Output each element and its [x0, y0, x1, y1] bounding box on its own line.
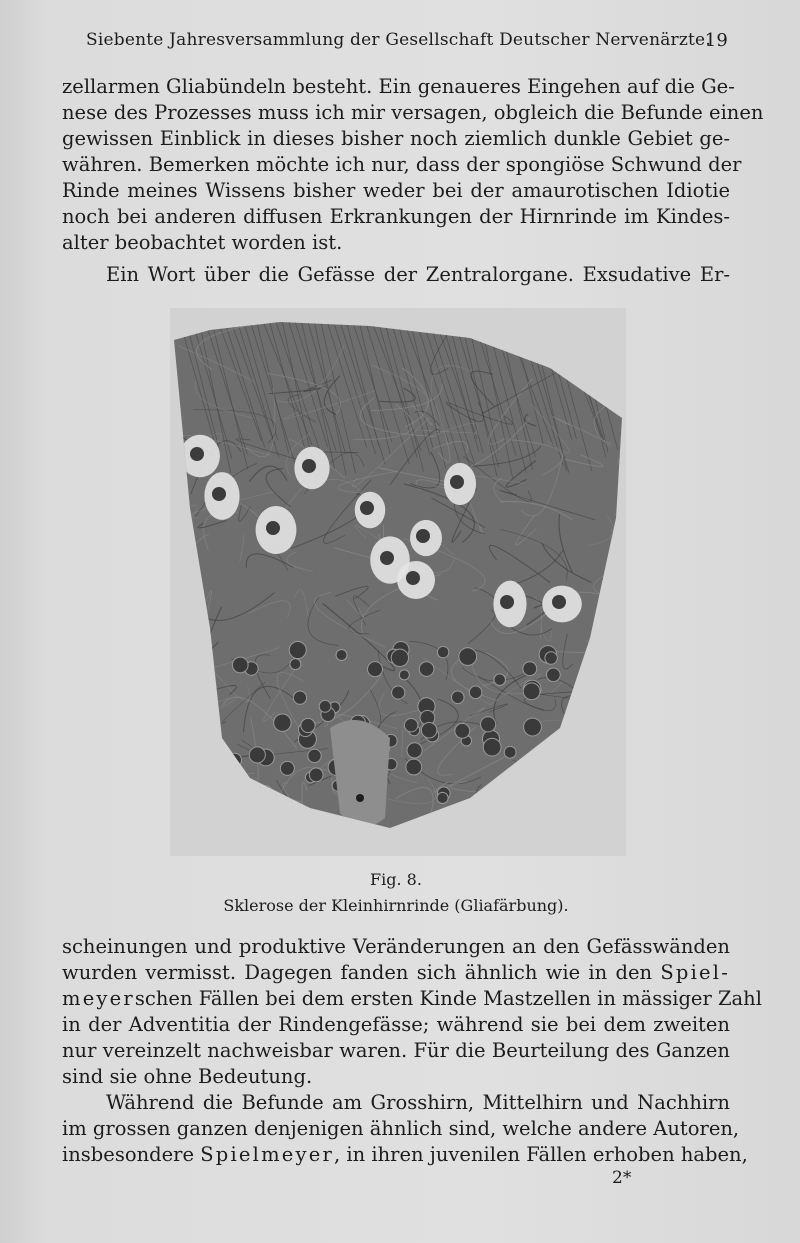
text-line: insbesondere Spielmeyer, in ihren juvenilen Fällen erhoben haben, [62, 1143, 748, 1166]
author-name-spaced: Spielmeyer [200, 1143, 334, 1166]
paragraph-1 [62, 74, 764, 256]
text-line: Rinde meines Wissens bisher weder bei der amaurotischen Idiotie [62, 179, 730, 202]
text-line: scheinungen und produktive Veränderungen an den Gefässwänden [62, 935, 730, 958]
text-line: gewissen Einblick in dieses bisher noch ziemlich dunkle Gebiet ge- [62, 127, 730, 150]
text-line: im grossen ganzen denjenigen ähnlich sind, welche andere Autoren, [62, 1117, 740, 1140]
running-title: Siebente Jahresversammlung der Gesellschaft Deutscher Nervenärzte. [86, 30, 711, 50]
author-name-spaced: Spiel- [660, 961, 730, 984]
text-line: noch bei anderen diffusen Erkrankungen der Hirnrinde im Kindes- [62, 205, 730, 228]
text-line: nese des Prozesses muss ich mir versagen, obgleich die Befunde einen [62, 101, 764, 124]
text-line: zellarmen Gliabündeln besteht. Ein genaueres Eingehen auf die Ge- [62, 75, 735, 98]
text-line: Ein Wort über die Gefässe der Zentralorgane. Exsudative Er- [106, 263, 730, 286]
paragraph-2 [62, 262, 730, 288]
text-line: meyerschen Fällen bei dem ersten Kinde Mastzellen in mässiger Zahl [62, 987, 762, 1010]
text-line: währen. Bemerken möchte ich nur, dass der spongiöse Schwund der [62, 153, 742, 176]
page-number: 19 [704, 30, 728, 51]
text-line: wurden vermisst. Dagegen fanden sich ähnlich wie in den Spiel- [62, 961, 730, 984]
text-line: sind sie ohne Bedeutung. [62, 1065, 313, 1088]
paragraph-4 [62, 1090, 748, 1168]
text-line: nur vereinzelt nachweisbar waren. Für die Beurteilung des Ganzen [62, 1039, 730, 1062]
signature-mark: 2* [612, 1168, 632, 1188]
text-line: Während die Befunde am Grosshirn, Mittelhirn und Nachhirn [106, 1091, 730, 1114]
histology-illustration [170, 308, 626, 856]
text-line: alter beobachtet worden ist. [62, 231, 343, 254]
text-line: in der Adventitia der Rindengefässe; während sie bei dem zweiten [62, 1013, 730, 1036]
figure-caption: Sklerose der Kleinhirnrinde (Gliafärbung). [223, 896, 569, 915]
author-name-spaced: meyer [62, 987, 135, 1010]
figure-8-image [170, 308, 626, 856]
paragraph-3 [62, 934, 762, 1090]
figure-label: Fig. 8. [370, 870, 422, 889]
